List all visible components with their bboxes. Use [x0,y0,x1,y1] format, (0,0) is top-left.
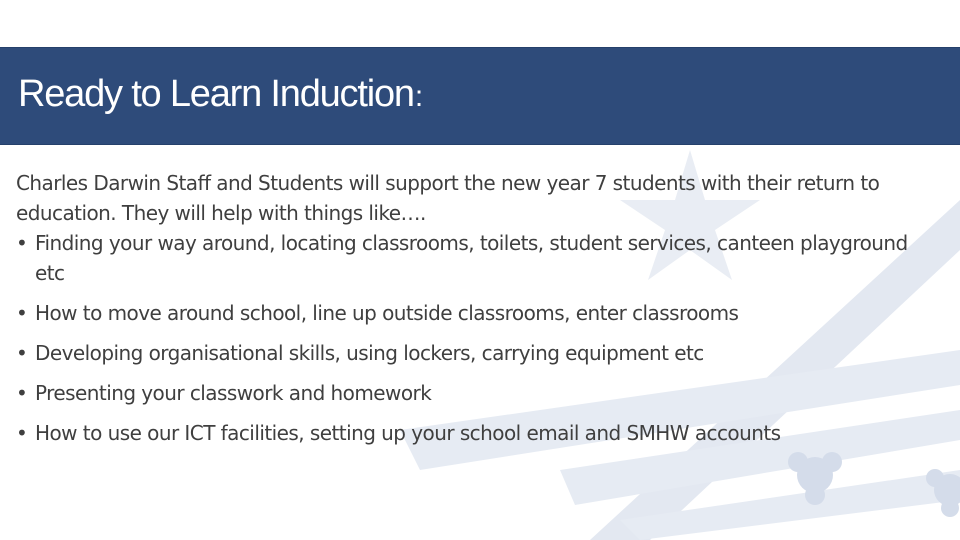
slide-title-colon: : [414,80,422,113]
bullet-list [16,228,916,448]
bullet-icon: • [16,231,28,255]
slide-body [16,168,916,448]
bullet-icon: • [16,421,28,445]
slide-title [18,70,422,121]
title-bar [0,47,960,145]
list-item-text: Developing organisational skills, using lockers, carrying equipment etc [35,341,704,365]
list-item [16,228,916,288]
bullet-icon: • [16,301,28,325]
list-item-text: Presenting your classwork and homework [35,381,432,405]
list-item [16,338,916,368]
slide-title-text: Ready to Learn Induction [18,73,414,115]
list-item-text: Finding your way around, locating classrooms, toilets, student services, canteen playground etc [35,231,908,285]
list-item [16,298,916,328]
list-item [16,418,916,448]
bullet-icon: • [16,381,28,405]
intro-paragraph: Charles Darwin Staff and Students will support the new year 7 students with their return to education. They will help with things like…. [16,171,880,225]
bullet-icon: • [16,341,28,365]
list-item-text: How to use our ICT facilities, setting up your school email and SMHW accounts [35,421,781,445]
list-item-text: How to move around school, line up outside classrooms, enter classrooms [35,301,739,325]
list-item [16,378,916,408]
